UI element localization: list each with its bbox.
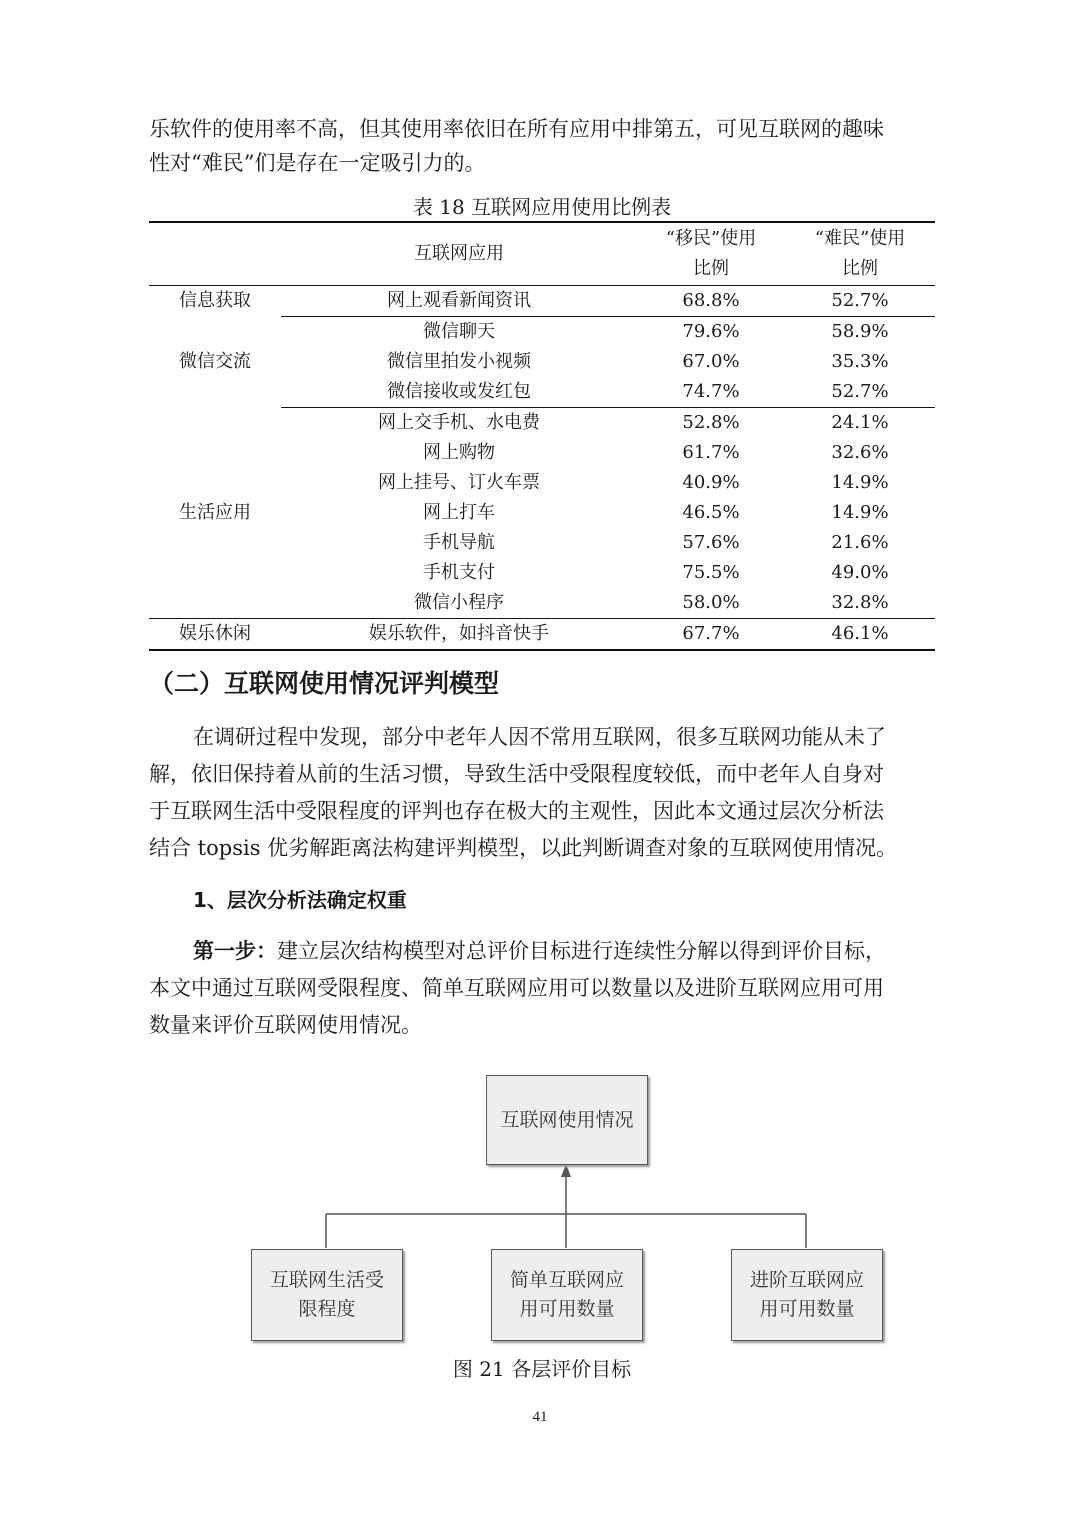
- refugee-cell: 49.0%: [831, 562, 889, 583]
- refugee-cell: 14.9%: [831, 472, 889, 493]
- refugee-cell: 24.1%: [785, 408, 935, 439]
- migrant-cell: 57.6%: [682, 532, 740, 553]
- app-cell: 网上交手机、水电费: [281, 408, 637, 439]
- header-refugee-line2: 比例: [842, 258, 878, 279]
- diagram-child-box-2: [491, 1249, 643, 1341]
- para1-line-4: 结合 topsis 优劣解距离法构建评判模型，以此判断调查对象的互联网使用情况。: [149, 836, 898, 860]
- step-label: 第一步：: [193, 939, 277, 963]
- migrant-cell: 79.6%: [637, 317, 785, 348]
- migrant-cell: 75.5%: [682, 562, 740, 583]
- refugee-cell: 52.7%: [831, 381, 889, 402]
- app-cell: 手机导航: [423, 532, 495, 553]
- app-cell: 网上挂号、订火车票: [378, 472, 540, 493]
- category-cell: 微信交流: [179, 351, 251, 372]
- para1-line-3: 于互联网生活中受限程度的评判也存在极大的主观性，因此本文通过层次分析法: [149, 799, 884, 823]
- diagram-child-2-line2: 用可用数量: [519, 1298, 615, 1320]
- app-cell: 网上打车: [423, 502, 495, 523]
- migrant-cell: 61.7%: [682, 442, 740, 463]
- refugee-cell: 46.1%: [785, 619, 935, 651]
- arrow-up-icon: [561, 1164, 571, 1177]
- app-cell: 微信聊天: [281, 317, 637, 348]
- intro-line-2: 性对“难民”们是存在一定吸引力的。: [149, 151, 486, 175]
- refugee-cell: 52.7%: [831, 290, 889, 311]
- app-cell: 娱乐软件，如抖音快手: [281, 619, 637, 651]
- section-heading: （二）互联网使用情况评判模型: [149, 669, 500, 698]
- diagram-child-box-1: [251, 1249, 403, 1341]
- header-refugee-line1: “难民”使用: [814, 228, 906, 249]
- migrant-cell: 58.0%: [682, 592, 740, 613]
- category-cell: 娱乐休闲: [149, 619, 281, 651]
- app-cell: 微信里拍发小视频: [387, 351, 531, 372]
- app-cell: 手机支付: [423, 562, 495, 583]
- intro-line-1: 乐软件的使用率不高，但其使用率依旧在所有应用中排第五，可见互联网的趣味: [149, 117, 884, 141]
- refugee-cell: 32.8%: [831, 592, 889, 613]
- refugee-cell: 35.3%: [831, 351, 889, 372]
- migrant-cell: 74.7%: [682, 381, 740, 402]
- refugee-cell: 21.6%: [831, 532, 889, 553]
- figure-caption: 图 21 各层评价目标: [452, 1357, 632, 1381]
- diagram-top-box: [486, 1075, 648, 1165]
- para2-line-1: 建立层次结构模型对总评价目标进行连续性分解以得到评价目标，: [277, 939, 886, 963]
- diagram-child-box-3: [731, 1249, 883, 1341]
- diagram-child-1-line2: 限程度: [298, 1298, 356, 1320]
- refugee-cell: 32.6%: [831, 442, 889, 463]
- diagram-child-3-line2: 用可用数量: [759, 1298, 855, 1320]
- para1-line-2: 解，依旧保持着从前的生活习惯，导致生活中受限程度较低，而中老年人自身对: [149, 762, 884, 786]
- category-cell: 生活应用: [179, 501, 251, 523]
- diagram-top-label: 互联网使用情况: [500, 1108, 634, 1131]
- diagram-child-3-line1: 进阶互联网应: [749, 1269, 864, 1291]
- header-migrant-line2: 比例: [693, 258, 729, 279]
- migrant-cell: 67.7%: [637, 619, 785, 651]
- subsection-heading: 1、层次分析法确定权重: [193, 888, 407, 912]
- diagram-child-1-line1: 互联网生活受: [269, 1269, 384, 1291]
- migrant-cell: 40.9%: [682, 472, 740, 493]
- page-number: 41: [532, 1409, 548, 1425]
- table-caption: 表 18 互联网应用使用比例表: [412, 195, 672, 219]
- app-cell: 微信接收或发红包: [387, 381, 531, 402]
- migrant-cell: 46.5%: [682, 502, 740, 523]
- header-migrant-line1: “移民”使用: [665, 228, 757, 249]
- app-cell: 网上观看新闻资讯: [387, 290, 531, 311]
- para2-line-3: 数量来评价互联网使用情况。: [149, 1013, 422, 1037]
- migrant-cell: 68.8%: [682, 290, 740, 311]
- diagram-child-2-line1: 简单互联网应: [509, 1269, 624, 1291]
- refugee-cell: 14.9%: [831, 502, 889, 523]
- para1-line-1: 在调研过程中发现，部分中老年人因不常用互联网，很多互联网功能从未了: [193, 725, 886, 749]
- migrant-cell: 67.0%: [682, 351, 740, 372]
- app-cell: 微信小程序: [414, 592, 504, 613]
- para2-line-2: 本文中通过互联网受限程度、简单互联网应用可以数量以及进阶互联网应用可用: [149, 976, 884, 1000]
- refugee-cell: 58.9%: [785, 317, 935, 348]
- migrant-cell: 52.8%: [637, 408, 785, 439]
- header-app: 互联网应用: [281, 222, 637, 286]
- app-cell: 网上购物: [423, 442, 495, 463]
- category-cell: 信息获取: [179, 290, 251, 312]
